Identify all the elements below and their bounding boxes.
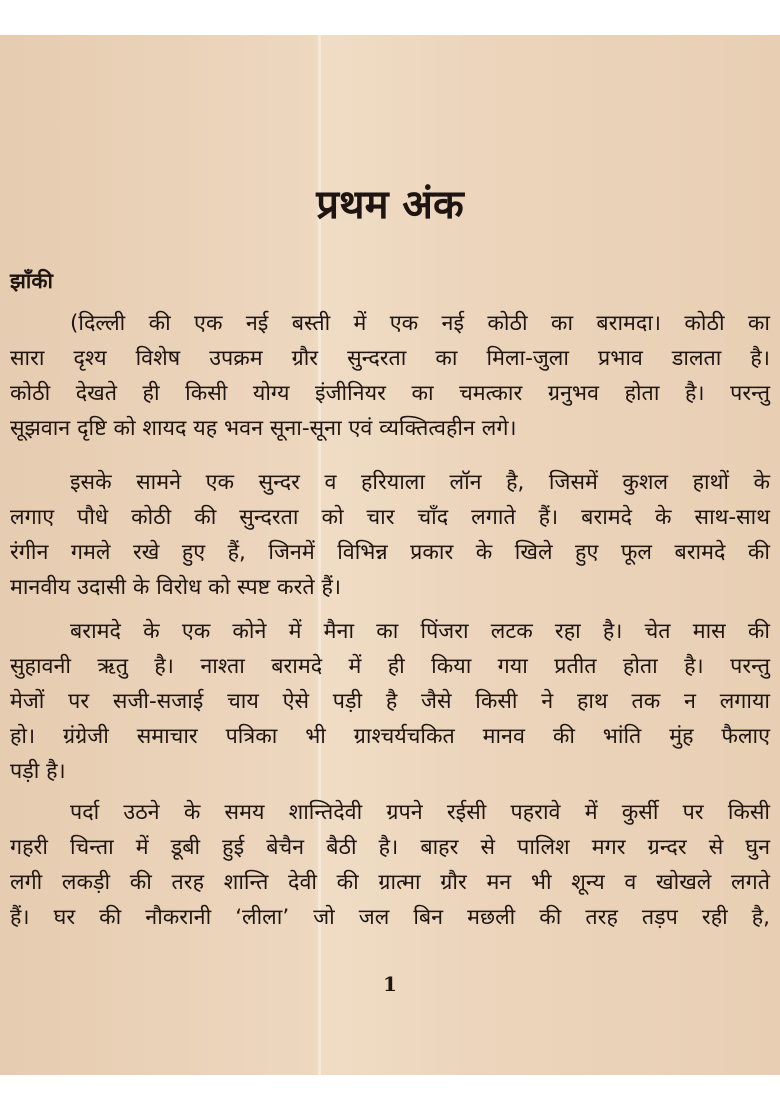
text-line: कोठी देखते ही किसी योग्य इंजीनियर का चमत्कार ग्रनुभव होता है। परन्तु — [10, 381, 770, 406]
text-line: बरामदे के एक कोने में मैना का पिंजरा लटक रहा है। चेत मास की — [70, 619, 770, 644]
text-line: लगाए पौधे कोठी की सुन्दरता को चार चाँद लगाते हैं। बरामदे के साथ-साथ — [10, 505, 770, 530]
text-line: पड़ी है। — [10, 759, 66, 784]
page-number: 1 — [383, 972, 397, 996]
text-line: सूझवान दृष्टि को शायद यह भवन सूना-सूना एवं व्यक्तित्वहीन लगे। — [10, 416, 517, 441]
text-line: पर्दा उठने के समय शान्तिदेवी ग्रपने रईसी पहरावे में कुर्सी पर किसी — [70, 800, 770, 825]
text-line: इसके सामने एक सुन्दर व हरियाला लॉन है, जिसमें कुशल हाथों के — [70, 470, 770, 495]
text-line: सारा दृश्य विशेष उपक्रम ग्रौर सुन्दरता का मिला-जुला प्रभाव डालता है। — [10, 346, 770, 371]
text-line: सुहावनी ऋतु है। नाश्ता बरामदे में ही किया गया प्रतीत होता है। परन्तु — [10, 654, 770, 679]
text-line: हो। ग्रंग्रेजी समाचार पत्रिका भी ग्राश्चर्यचकित मानव की भांति मुंह फैलाए — [10, 724, 770, 749]
text-line: रंगीन गमले रखे हुए हैं, जिनमें विभिन्न प्रकार के खिले हुए फूल बरामदे की — [10, 540, 770, 565]
text-line: हैं। घर की नौकरानी ‘लीला’ जो जल बिन मछली की तरह तड़प रही है, — [10, 905, 770, 930]
text-line: मानवीय उदासी के विरोध को स्पष्ट करते हैं। — [10, 575, 342, 600]
section-heading: झाँकी — [10, 269, 53, 293]
text-line: मेजों पर सजी-सजाई चाय ऐसे पड़ी है जैसे किसी ने हाथ तक न लगाया — [10, 689, 770, 714]
text-line: लगी लकड़ी की तरह शान्ति देवी की ग्रात्मा ग्रौर मन भी शून्य व खोखले लगते — [10, 870, 770, 895]
text-line: गहरी चिन्ता में डूबी हुई बेचैन बैठी है। बाहर से पालिश मगर ग्रन्दर से घुन — [10, 835, 770, 860]
book-page — [0, 35, 780, 1075]
page-title: प्रथम अंक — [316, 182, 464, 228]
text-line: (दिल्ली की एक नई बस्ती में एक नई कोठी का बरामदा। कोठी का — [70, 311, 770, 336]
